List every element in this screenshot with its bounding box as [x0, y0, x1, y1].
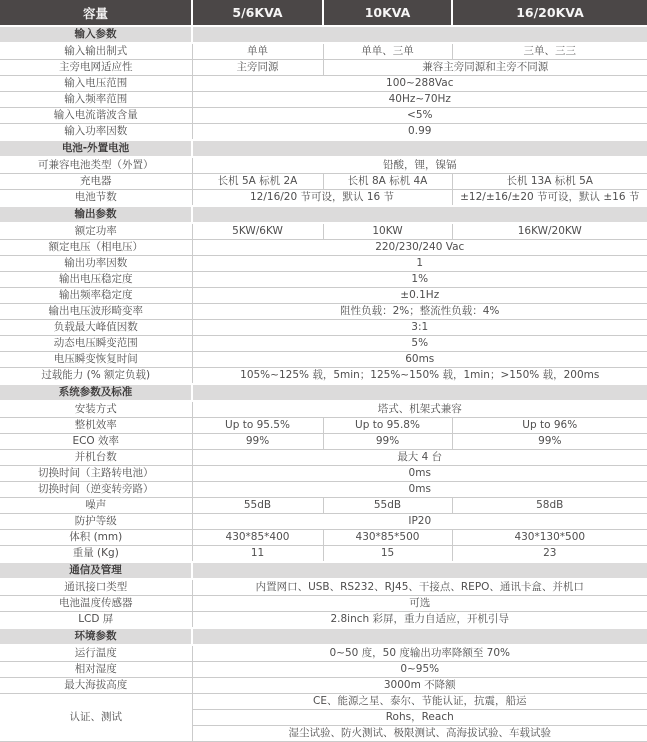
cell-value: ±0.1Hz: [192, 288, 647, 304]
cell-value: 长机 5A 标机 2A: [192, 174, 323, 190]
table-row: [0, 514, 647, 530]
cell-value: 0ms: [192, 466, 647, 482]
cell-value: 3:1: [192, 320, 647, 336]
cell-value: CE、能源之星、泰尔、节能认证，抗震，船运: [192, 694, 647, 710]
table-row: [0, 546, 647, 563]
row-label: 充电器: [0, 174, 192, 190]
row-label: 输出频率稳定度: [0, 288, 192, 304]
table-row: [0, 612, 647, 629]
table-row: [0, 466, 647, 482]
row-label: 主旁电网适应性: [0, 60, 192, 76]
row-label: 电池节数: [0, 190, 192, 207]
section-title: 系统参数及标准: [0, 384, 192, 401]
cell-value: Rohs，Reach: [192, 710, 647, 726]
section-title: 电池-外置电池: [0, 140, 192, 157]
row-label: 动态电压瞬变范围: [0, 336, 192, 352]
section-row: [0, 628, 647, 645]
row-label: 输入频率范围: [0, 92, 192, 108]
cell-value: 99%: [192, 434, 323, 450]
table-row: [0, 320, 647, 336]
cell-value: 100~288Vac: [192, 76, 647, 92]
table-row: [0, 60, 647, 76]
table-row: [0, 108, 647, 124]
row-label: 通讯接口类型: [0, 579, 192, 596]
table-row: [0, 223, 647, 240]
row-label: 输出电压稳定度: [0, 272, 192, 288]
cell-value: 0.99: [192, 124, 647, 141]
cell-value: 11: [192, 546, 323, 563]
section-fill: [192, 140, 647, 157]
row-label: 负载最大峰值因数: [0, 320, 192, 336]
cell-value: 105%~125% 载，5min；125%~150% 载，1min；>150% 载，200ms: [192, 368, 647, 385]
table-row: [0, 174, 647, 190]
section-fill: [192, 26, 647, 43]
spec-table-body: [0, 26, 647, 742]
table-row: [0, 645, 647, 662]
row-label: 输出电压波形畸变率: [0, 304, 192, 320]
cell-value: 铅酸，锂，镍镉: [192, 157, 647, 174]
row-label: 过载能力 (% 额定负载): [0, 368, 192, 385]
cell-value: 三单、三三: [452, 43, 647, 60]
cell-value: 10KW: [323, 223, 452, 240]
cell-value: Up to 95.5%: [192, 418, 323, 434]
row-label: LCD 屏: [0, 612, 192, 629]
cell-value: 12/16/20 节可设，默认 16 节: [192, 190, 452, 207]
table-row: [0, 190, 647, 207]
section-fill: [192, 628, 647, 645]
table-row: [0, 530, 647, 546]
header-col-16-20kva: 16/20KVA: [452, 0, 647, 26]
table-row: [0, 579, 647, 596]
table-row: [0, 352, 647, 368]
cell-value: 55dB: [192, 498, 323, 514]
table-row: [0, 304, 647, 320]
cell-value: 主旁同源: [192, 60, 323, 76]
cell-value: 430*130*500: [452, 530, 647, 546]
cell-value: 长机 8A 标机 4A: [323, 174, 452, 190]
header-col-10kva: 10KVA: [323, 0, 452, 26]
cell-value: 40Hz~70Hz: [192, 92, 647, 108]
cell-value: 0~95%: [192, 662, 647, 678]
row-label: 认证、测试: [0, 694, 192, 742]
section-row: [0, 26, 647, 43]
row-label: 电池温度传感器: [0, 596, 192, 612]
row-label: ECO 效率: [0, 434, 192, 450]
row-label: 并机台数: [0, 450, 192, 466]
table-row: [0, 157, 647, 174]
cell-value: 长机 13A 标机 5A: [452, 174, 647, 190]
cell-value: 60ms: [192, 352, 647, 368]
table-row: [0, 694, 647, 710]
row-label: 切换时间（主路转电池）: [0, 466, 192, 482]
table-row: [0, 401, 647, 418]
section-row: [0, 384, 647, 401]
table-row: [0, 76, 647, 92]
section-fill: [192, 562, 647, 579]
cell-value: 单单: [192, 43, 323, 60]
cell-value: 5%: [192, 336, 647, 352]
cell-value: 0ms: [192, 482, 647, 498]
table-row: [0, 434, 647, 450]
table-row: [0, 336, 647, 352]
section-row: [0, 562, 647, 579]
cell-value: 430*85*500: [323, 530, 452, 546]
cell-value: 0~50 度，50 度输出功率降额至 70%: [192, 645, 647, 662]
table-row: [0, 240, 647, 256]
cell-value: Up to 96%: [452, 418, 647, 434]
table-row: [0, 43, 647, 60]
row-label: 输入电流谐波含量: [0, 108, 192, 124]
cell-value: 5KW/6KW: [192, 223, 323, 240]
table-row: [0, 256, 647, 272]
cell-value: 湿尘试验、防火测试、极限测试、高海拔试验、车载试验: [192, 726, 647, 742]
row-label: 输入输出制式: [0, 43, 192, 60]
cell-value: 内置网口、USB、RS232、RJ45、干接点、REPO、通讯卡盒、并机口: [192, 579, 647, 596]
cell-value: 可选: [192, 596, 647, 612]
row-label: 整机效率: [0, 418, 192, 434]
cell-value: 58dB: [452, 498, 647, 514]
section-title: 环境参数: [0, 628, 192, 645]
cell-value: 阻性负载：2%；整流性负载：4%: [192, 304, 647, 320]
row-label: 电压瞬变恢复时间: [0, 352, 192, 368]
cell-value: 3000m 不降额: [192, 678, 647, 694]
cell-value: 最大 4 台: [192, 450, 647, 466]
row-label: 输入电压范围: [0, 76, 192, 92]
table-row: [0, 498, 647, 514]
header-capacity-label: 容量: [0, 0, 192, 26]
cell-value: 430*85*400: [192, 530, 323, 546]
row-label: 噪声: [0, 498, 192, 514]
table-header-row: [0, 0, 647, 26]
cell-value: ±12/±16/±20 节可设，默认 ±16 节: [452, 190, 647, 207]
cell-value: Up to 95.8%: [323, 418, 452, 434]
table-row: [0, 272, 647, 288]
section-row: [0, 140, 647, 157]
header-col-5-6kva: 5/6KVA: [192, 0, 323, 26]
table-row: [0, 92, 647, 108]
section-title: 输出参数: [0, 206, 192, 223]
row-label: 运行温度: [0, 645, 192, 662]
row-label: 防护等级: [0, 514, 192, 530]
section-row: [0, 206, 647, 223]
section-fill: [192, 206, 647, 223]
row-label: 输出功率因数: [0, 256, 192, 272]
table-row: [0, 450, 647, 466]
row-label: 体积 (mm): [0, 530, 192, 546]
table-row: [0, 368, 647, 385]
row-label: 额定电压（相电压）: [0, 240, 192, 256]
table-row: [0, 596, 647, 612]
cell-value: 220/230/240 Vac: [192, 240, 647, 256]
cell-value: 2.8inch 彩屏，重力自适应，开机引导: [192, 612, 647, 629]
table-row: [0, 124, 647, 141]
cell-value: 兼容主旁同源和主旁不同源: [323, 60, 647, 76]
table-row: [0, 662, 647, 678]
row-label: 安装方式: [0, 401, 192, 418]
row-label: 相对湿度: [0, 662, 192, 678]
cell-value: 1%: [192, 272, 647, 288]
table-row: [0, 482, 647, 498]
table-row: [0, 418, 647, 434]
row-label: 可兼容电池类型（外置）: [0, 157, 192, 174]
cell-value: 15: [323, 546, 452, 563]
cell-value: 99%: [323, 434, 452, 450]
table-row: [0, 678, 647, 694]
cell-value: <5%: [192, 108, 647, 124]
section-title: 通信及管理: [0, 562, 192, 579]
section-fill: [192, 384, 647, 401]
cell-value: 1: [192, 256, 647, 272]
row-label: 输入功率因数: [0, 124, 192, 141]
section-title: 输入参数: [0, 26, 192, 43]
cell-value: 16KW/20KW: [452, 223, 647, 240]
row-label: 重量 (Kg): [0, 546, 192, 563]
row-label: 额定功率: [0, 223, 192, 240]
cell-value: IP20: [192, 514, 647, 530]
cell-value: 99%: [452, 434, 647, 450]
cell-value: 单单、三单: [323, 43, 452, 60]
cell-value: 23: [452, 546, 647, 563]
row-label: 最大海拔高度: [0, 678, 192, 694]
cell-value: 塔式、机架式兼容: [192, 401, 647, 418]
table-row: [0, 288, 647, 304]
row-label: 切换时间（逆变转旁路）: [0, 482, 192, 498]
cell-value: 55dB: [323, 498, 452, 514]
